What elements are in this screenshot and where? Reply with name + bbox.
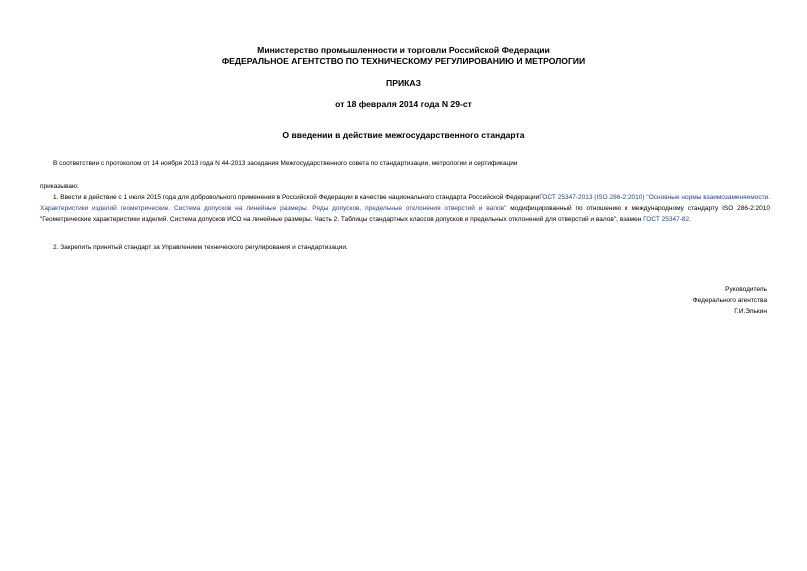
signature-position: Руководитель: [725, 286, 767, 293]
ministry-name: Министерство промышленности и торговли Российской Федерации: [257, 45, 550, 55]
signature-name: Г.И.Элькин: [734, 308, 767, 315]
signature-organization: Федерального агентства: [692, 297, 767, 304]
gost-25347-2013-link[interactable]: ГОСТ 25347-2013 (ISO 286-2:2010) "Основные нормы взаимозаменяемости. Характеристики изделий геометрические. Система допусков на линейные размеры. Ряды допусков, предельные отклонения отверстий и валов": [40, 194, 770, 212]
agency-name: ФЕДЕРАЛЬНОЕ АГЕНТСТВО ПО ТЕХНИЧЕСКОМУ РЕГУЛИРОВАНИЮ И МЕТРОЛОГИИ: [221, 56, 586, 66]
order-item-2: 2. Закрепить принятый стандарт за Управлением технического регулирования и стандартизации.: [53, 244, 348, 251]
order-item-1: [40, 192, 770, 225]
item1-text-before: 1. Ввести в действие с 1 июля 2015 года для добровольного применения в Российской Федерации в качестве национального стандарта Российской Федерации: [53, 194, 540, 201]
item1-text-middle: модифицированный по отношению к международному стандарту ISO 286-2:2010 "Геометрические характеристики изделий. Система допусков ИСО на линейные размеры. Часть 2. Таблицы стандартных классов допусков и предельных отклонений для отверстий и валов", взамен: [40, 205, 770, 223]
document-title: О введении в действие межгосударственного стандарта: [282, 130, 525, 140]
gost-25347-82-link[interactable]: ГОСТ 25347-82: [643, 216, 690, 223]
document-type: ПРИКАЗ: [386, 78, 421, 88]
item1-text-end: .: [689, 216, 691, 223]
document-date-number: от 18 февраля 2014 года N 29-ст: [335, 99, 472, 109]
preamble-paragraph: В соответствии с протоколом от 14 ноября 2013 года N 44-2013 заседания Межгосударственного совета по стандартизации, метрологии и сертификации: [53, 160, 518, 167]
order-word: приказываю:: [40, 183, 79, 190]
